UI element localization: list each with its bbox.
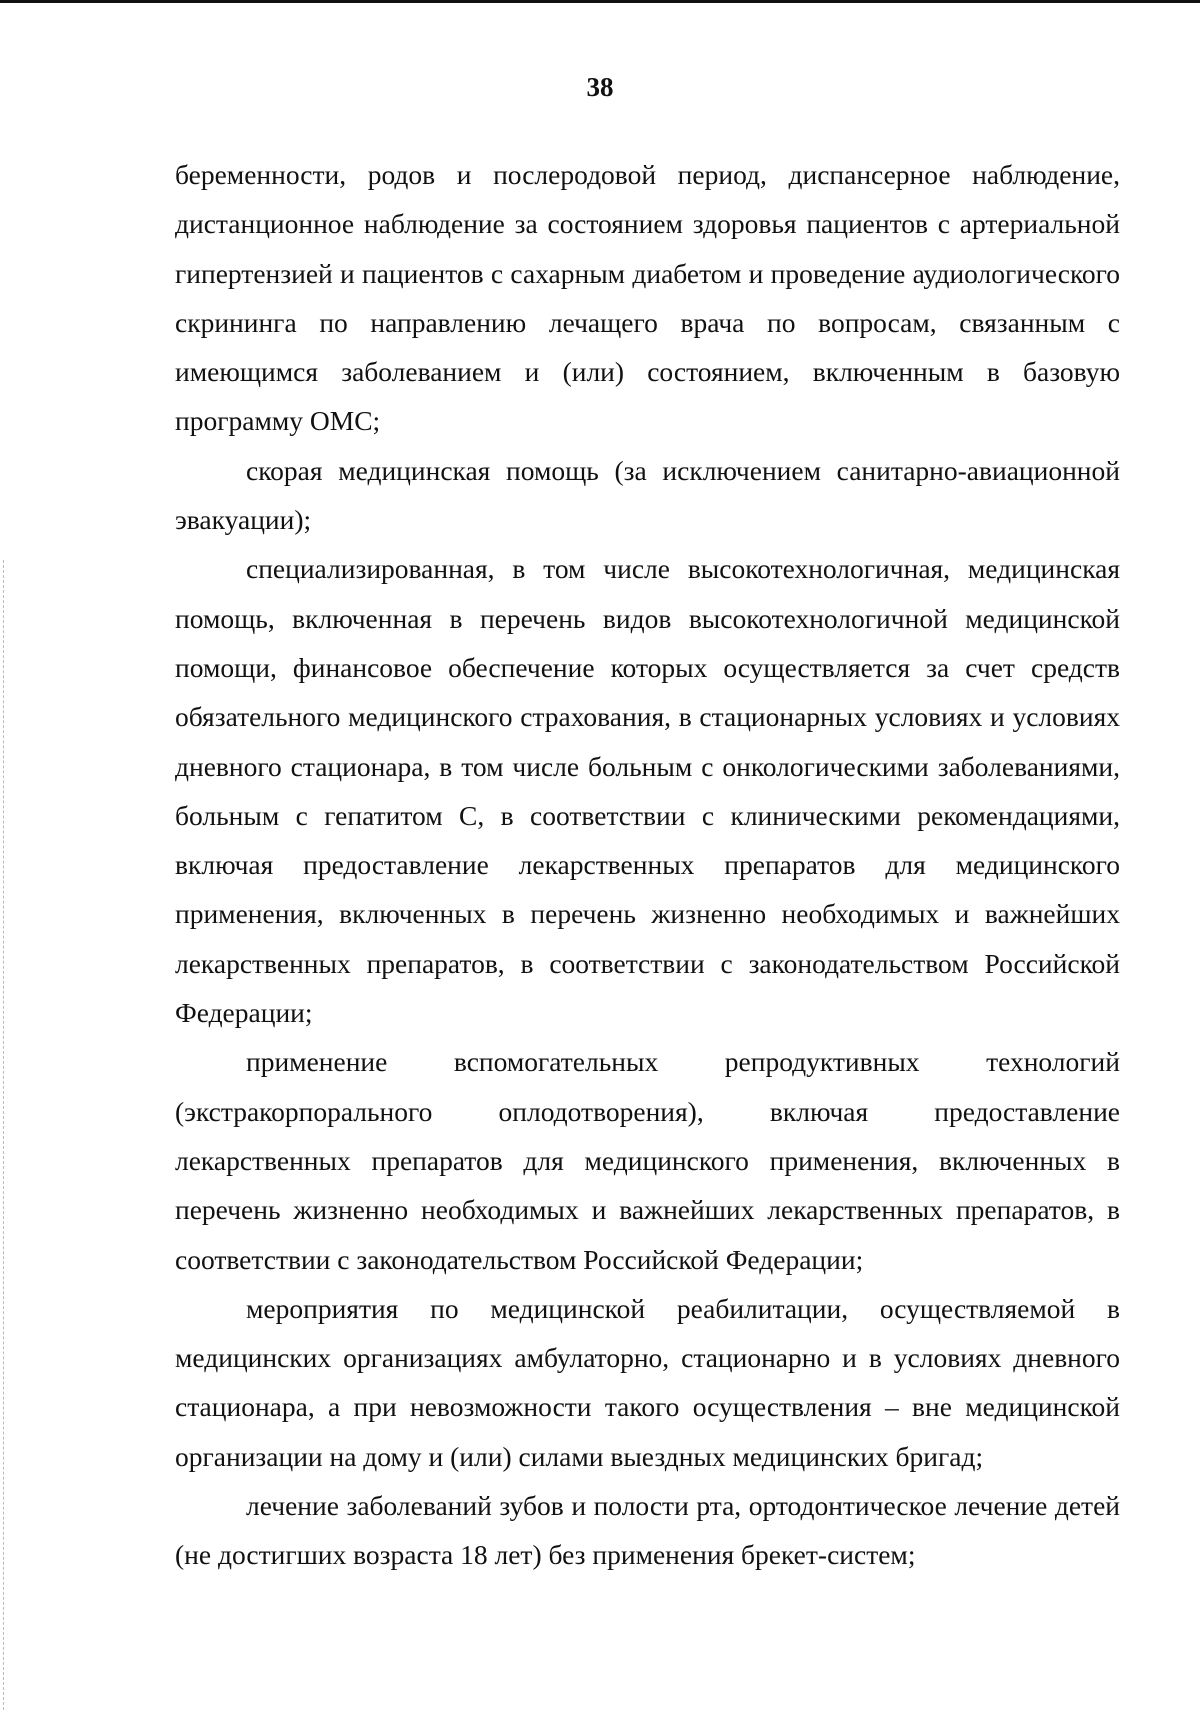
top-border-line xyxy=(0,0,1200,3)
document-body xyxy=(175,150,1120,1580)
paragraph-reproductive-technologies: применение вспомогательных репродуктивных технологий (экстракорпорального оплодотворения), включая предоставление лекарственных препаратов для медицинского применения, включенных в перечень жизненно необходимых и важнейших лекарственных препаратов, в соответствии с законодательством Российской Федерации; xyxy=(175,1046,1120,1275)
paragraph-emergency-care: скорая медицинская помощь (за исключением санитарно-авиационной эвакуации); xyxy=(175,454,1120,536)
paragraph-rehabilitation: мероприятия по медицинской реабилитации, осуществляемой в медицинских организациях амбулаторно, стационарно и в условиях дневного стационара, а при невозможности такого осуществления – вне медицинской организации на дому и (или) силами выездных медицинских бригад; xyxy=(175,1292,1120,1472)
paragraph-dental-treatment: лечение заболеваний зубов и полости рта, ортодонтическое лечение детей (не достигших возраста 18 лет) без применения брекет-систем; xyxy=(175,1490,1120,1571)
paragraph-specialized-care: специализированная, в том числе высокотехнологичная, медицинская помощь, включенная в перечень видов высокотехнологичной медицинской помощи, финансовое обеспечение которых осуществляется за счет средств обязательного медицинского страхования, в стационарных условиях и условиях дневного стационара, в том числе больным с онкологическими заболеваниями, больным с гепатитом С, в соответствии с клиническими рекомендациями, включая предоставление лекарственных препаратов для медицинского применения, включенных в перечень жизненно необходимых и важнейших лекарственных препаратов, в соответствии с законодательством Российской Федерации; xyxy=(175,553,1120,1029)
page-number: 38 xyxy=(586,72,614,102)
paragraph-pregnancy-continuation: беременности, родов и послеродовой период, диспансерное наблюдение, дистанционное наблюдение за состоянием здоровья пациентов с артериальной гипертензией и пациентов с сахарным диабетом и проведение аудиологического скрининга по направлению лечащего врача по вопросам, связанным с имеющимся заболеванием и (или) состоянием, включенным в базовую программу ОМС; xyxy=(175,159,1120,437)
scan-edge-marks xyxy=(3,560,5,1710)
